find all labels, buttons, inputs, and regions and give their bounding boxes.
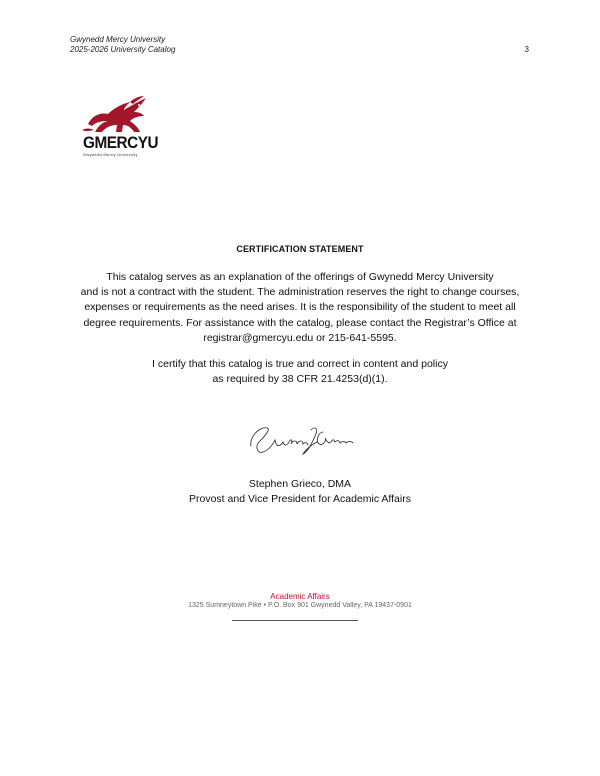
griffin-logo-icon — [78, 94, 152, 138]
page-number: 3 — [524, 45, 529, 54]
paragraph-line: degree requirements. For assistance with the catalog, please contact the Registrar’s Office at — [83, 316, 517, 329]
logo-wordmark: GMERCYU — [83, 133, 159, 152]
header-university: Gwynedd Mercy University — [70, 35, 166, 44]
certify-line: I certify that this catalog is true and correct in content and policy — [152, 358, 448, 370]
running-header — [70, 35, 175, 55]
footer-office: Academic Affairs — [270, 592, 330, 601]
certify-line: as required by 38 CFR 21.4253(d)(1). — [212, 373, 388, 386]
signer-title: Provost and Vice President for Academic Affairs — [189, 493, 411, 505]
header-catalog: 2025-2026 University Catalog — [70, 45, 176, 54]
certify-statement — [60, 357, 540, 387]
paragraph-line: registrar@gmercyu.edu or 215-641-5595. — [203, 331, 397, 344]
university-logo — [78, 94, 159, 162]
paragraph-line: expenses or requirements as the need arises. It is the responsibility of the student to meet all — [84, 301, 516, 314]
footer-divider — [232, 620, 358, 621]
handwritten-signature — [245, 418, 360, 460]
logo-subtitle: Gwynedd Mercy University — [83, 152, 138, 157]
certification-title: CERTIFICATION STATEMENT — [236, 244, 364, 254]
footer-address: 1325 Sumneytown Pike • P.O. Box 901 Gwynedd Valley, PA 19437-0901 — [188, 602, 412, 609]
paragraph-line: and is not a contract with the student. The administration reserves the right to change courses, — [80, 286, 520, 299]
signer-name: Stephen Grieco, DMA — [248, 478, 352, 490]
paragraph-line: This catalog serves as an explanation of the offerings of Gwynedd Mercy University — [106, 271, 494, 283]
certification-paragraph — [60, 270, 540, 346]
